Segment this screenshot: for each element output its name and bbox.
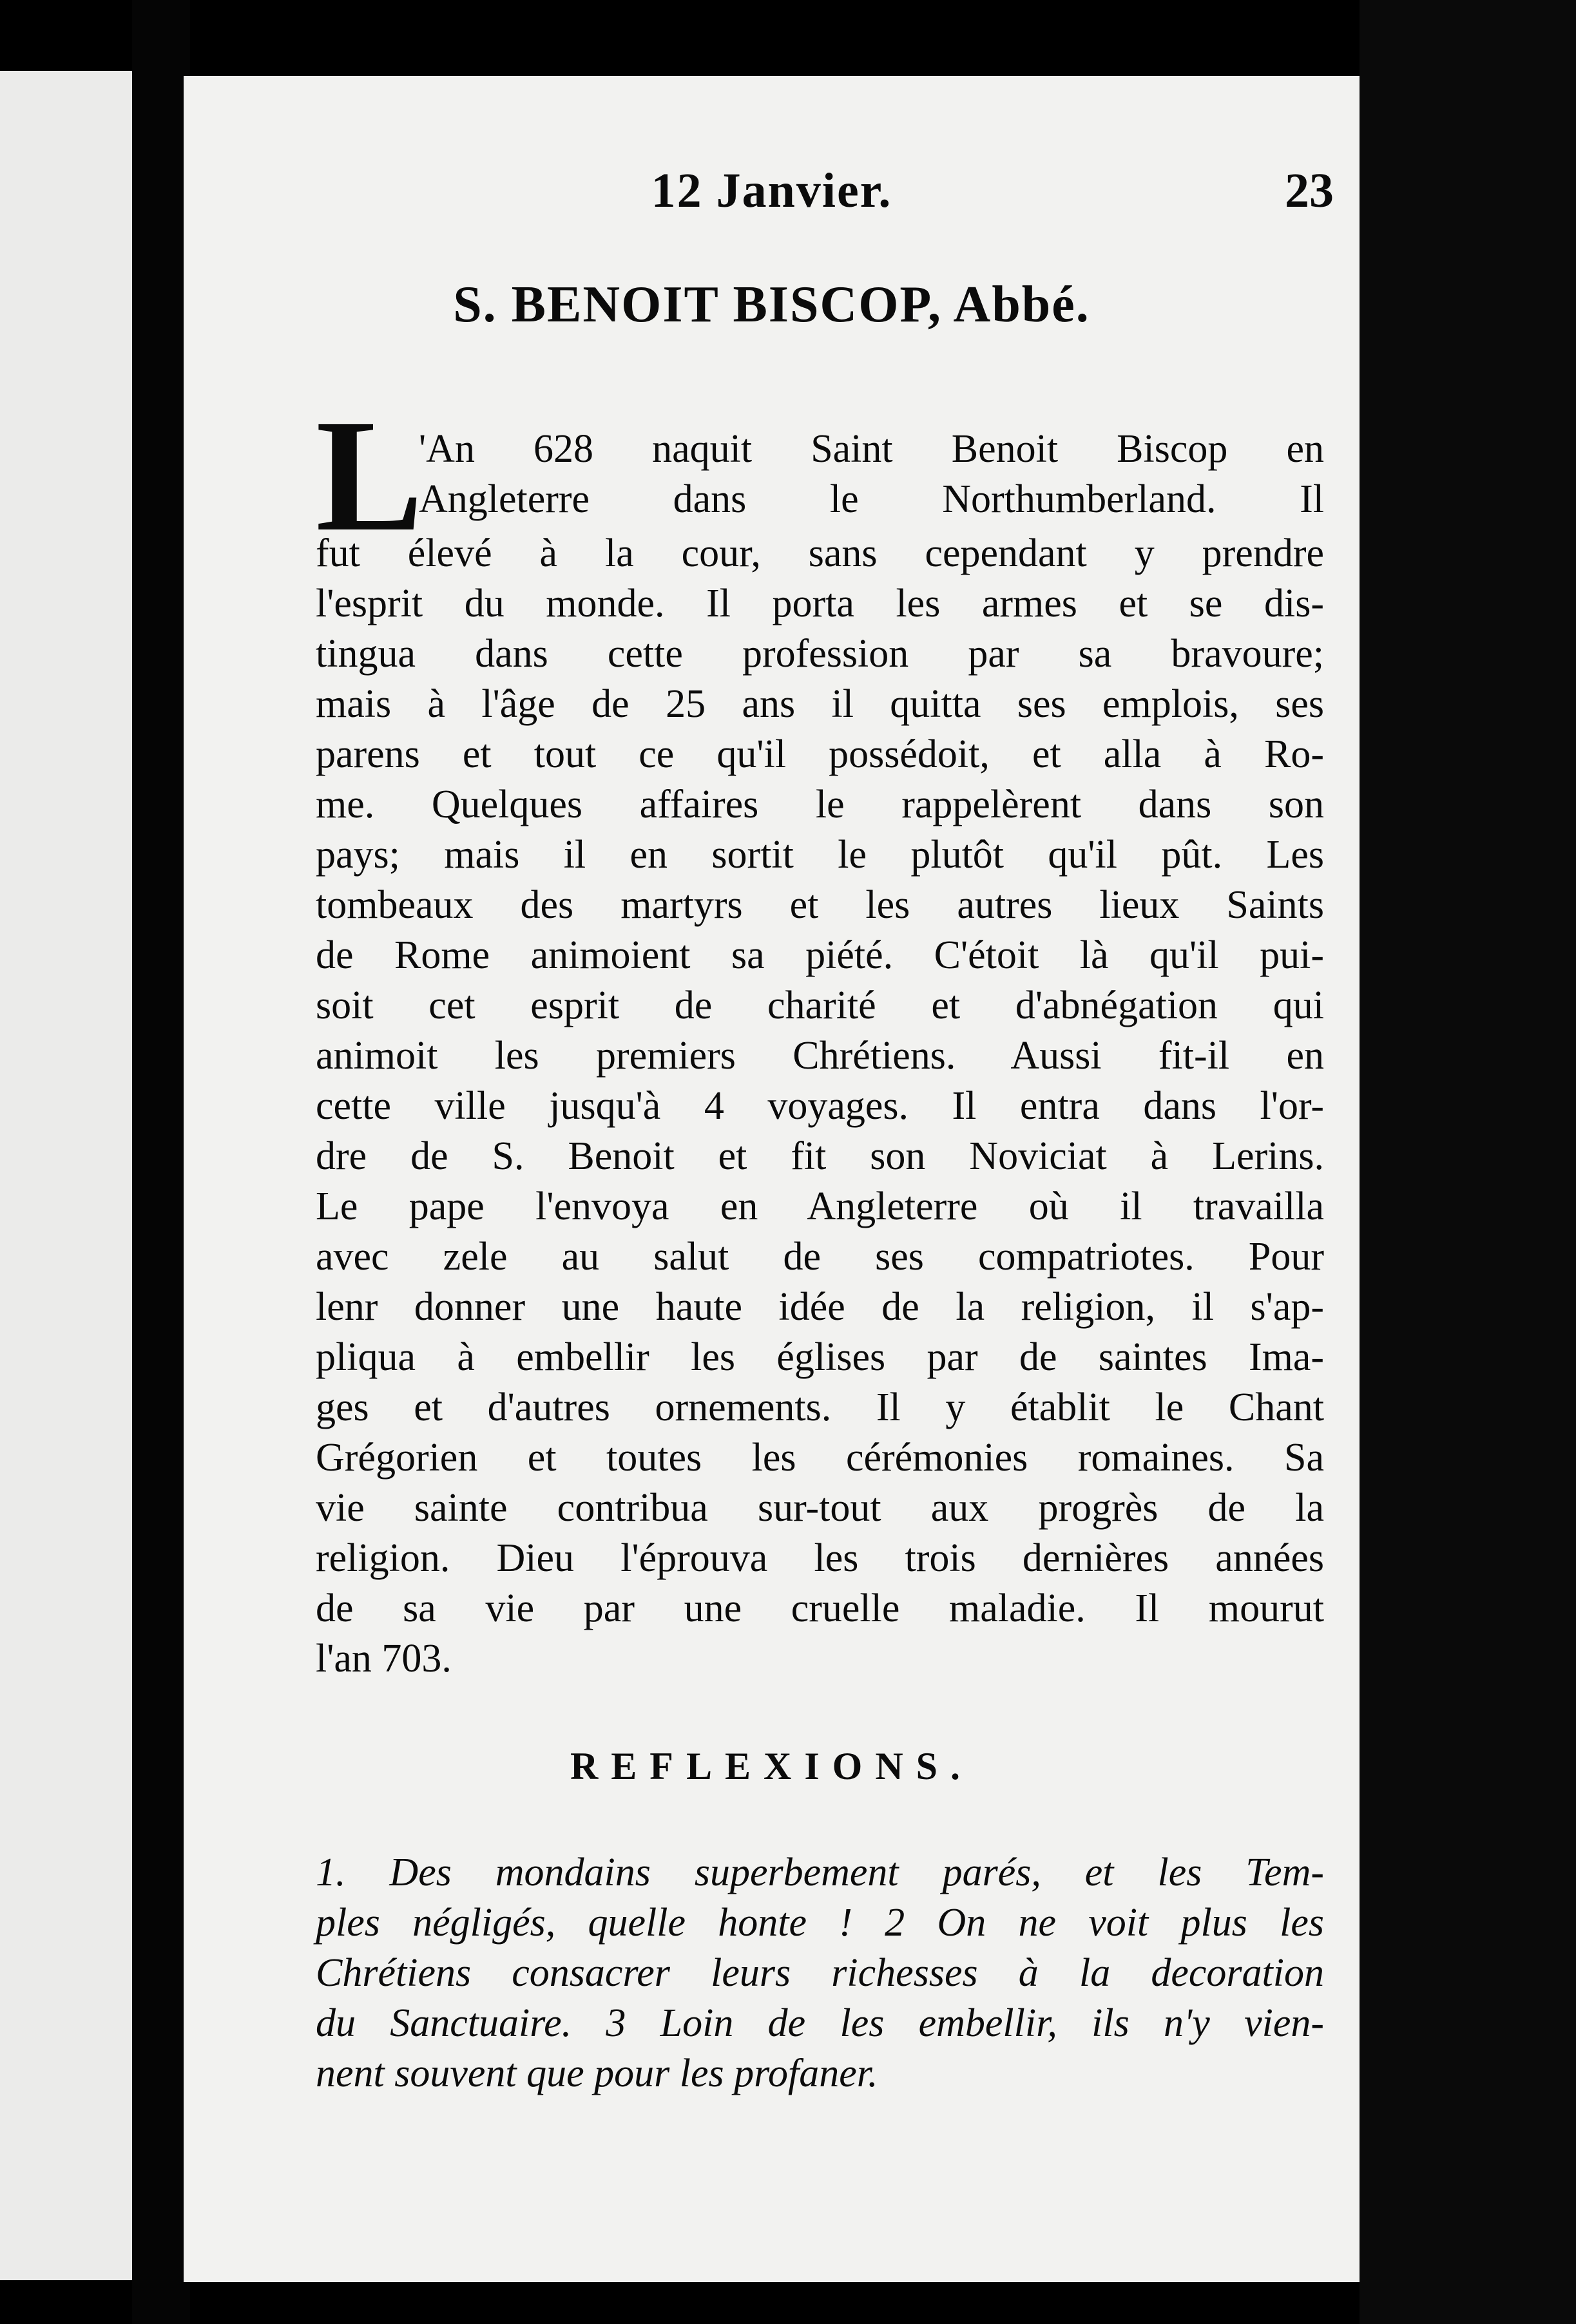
scan-background	[1360, 0, 1576, 2324]
reflexions-text	[316, 1847, 1324, 2099]
drop-cap: L	[316, 386, 423, 565]
page-number: 23	[1285, 164, 1334, 218]
text-line: dre de S. Benoit et fit son Noviciat à Lerins.	[316, 1134, 1324, 1178]
reflexion-line: nent souvent que pour les profaner.	[316, 2052, 878, 2095]
text-line: religion. Dieu l'éprouva les trois dernières années	[316, 1536, 1324, 1580]
book-gutter	[132, 0, 190, 2324]
text-line: de Rome animoient sa piété. C'étoit là qu'il pui-	[316, 933, 1324, 977]
text-line: ges et d'autres ornements. Il y établit le Chant	[316, 1386, 1324, 1429]
text-line: tombeaux des martyrs et les autres lieux Saints	[316, 883, 1324, 927]
text-line: parens et tout ce qu'il possédoit, et alla à Ro-	[316, 732, 1324, 776]
text-line: Grégorien et toutes les cérémonies romaines. Sa	[316, 1436, 1324, 1480]
text-line: tingua dans cette profession par sa bravoure;	[316, 632, 1324, 676]
text-line: de sa vie par une cruelle maladie. Il mourut	[316, 1586, 1324, 1630]
text-line: Le pape l'envoya en Angleterre où il travailla	[316, 1185, 1324, 1228]
text-line: fut élevé à la cour, sans cependant y prendre	[316, 531, 1324, 575]
book-page	[184, 76, 1360, 2282]
text-line: avec zele au salut de ses compatriotes. Pour	[316, 1235, 1324, 1279]
text-line: soit cet esprit de charité et d'abnégation qui	[316, 984, 1324, 1027]
facing-page-edge	[0, 71, 132, 2280]
text-line: vie sainte contribua sur-tout aux progrès de la	[316, 1486, 1324, 1530]
reflexion-line: Chrétiens consacrer leurs richesses à la decoration	[316, 1951, 1324, 1995]
text-line: cette ville jusqu'à 4 voyages. Il entra dans l'or-	[316, 1084, 1324, 1128]
text-line: Angleterre dans le Northumberland. Il	[419, 477, 1324, 521]
text-line: pays; mais il en sortit le plutôt qu'il pût. Les	[316, 833, 1324, 877]
running-header	[184, 163, 1360, 234]
text-line: mais à l'âge de 25 ans il quitta ses emplois, ses	[316, 682, 1324, 726]
text-line: me. Quelques affaires le rappelèrent dans son	[316, 783, 1324, 826]
header-date: 12 Janvier.	[651, 164, 892, 218]
body-text	[316, 386, 1324, 1684]
text-line: l'esprit du monde. Il porta les armes et se dis-	[316, 582, 1324, 625]
text-line: lenr donner une haute idée de la religion, il s'ap-	[316, 1285, 1324, 1329]
reflexion-line: ples négligés, quelle honte ! 2 On ne voit plus les	[316, 1901, 1324, 1945]
reflexion-line: du Sanctuaire. 3 Loin de les embellir, ils n'y vien-	[316, 2001, 1324, 2045]
text-line: l'an 703.	[316, 1637, 452, 1681]
reflexion-line: 1. Des mondains superbement parés, et les Tem-	[316, 1851, 1324, 1894]
reflexions-heading: REFLEXIONS.	[570, 1745, 974, 1787]
page-title: S. BENOIT BISCOP, Abbé.	[453, 276, 1090, 333]
text-line: animoit les premiers Chrétiens. Aussi fit-il en	[316, 1034, 1324, 1078]
text-line: 'An 628 naquit Saint Benoit Biscop en	[419, 427, 1324, 471]
text-line: pliqua à embellir les églises par de saintes Ima-	[316, 1335, 1324, 1379]
